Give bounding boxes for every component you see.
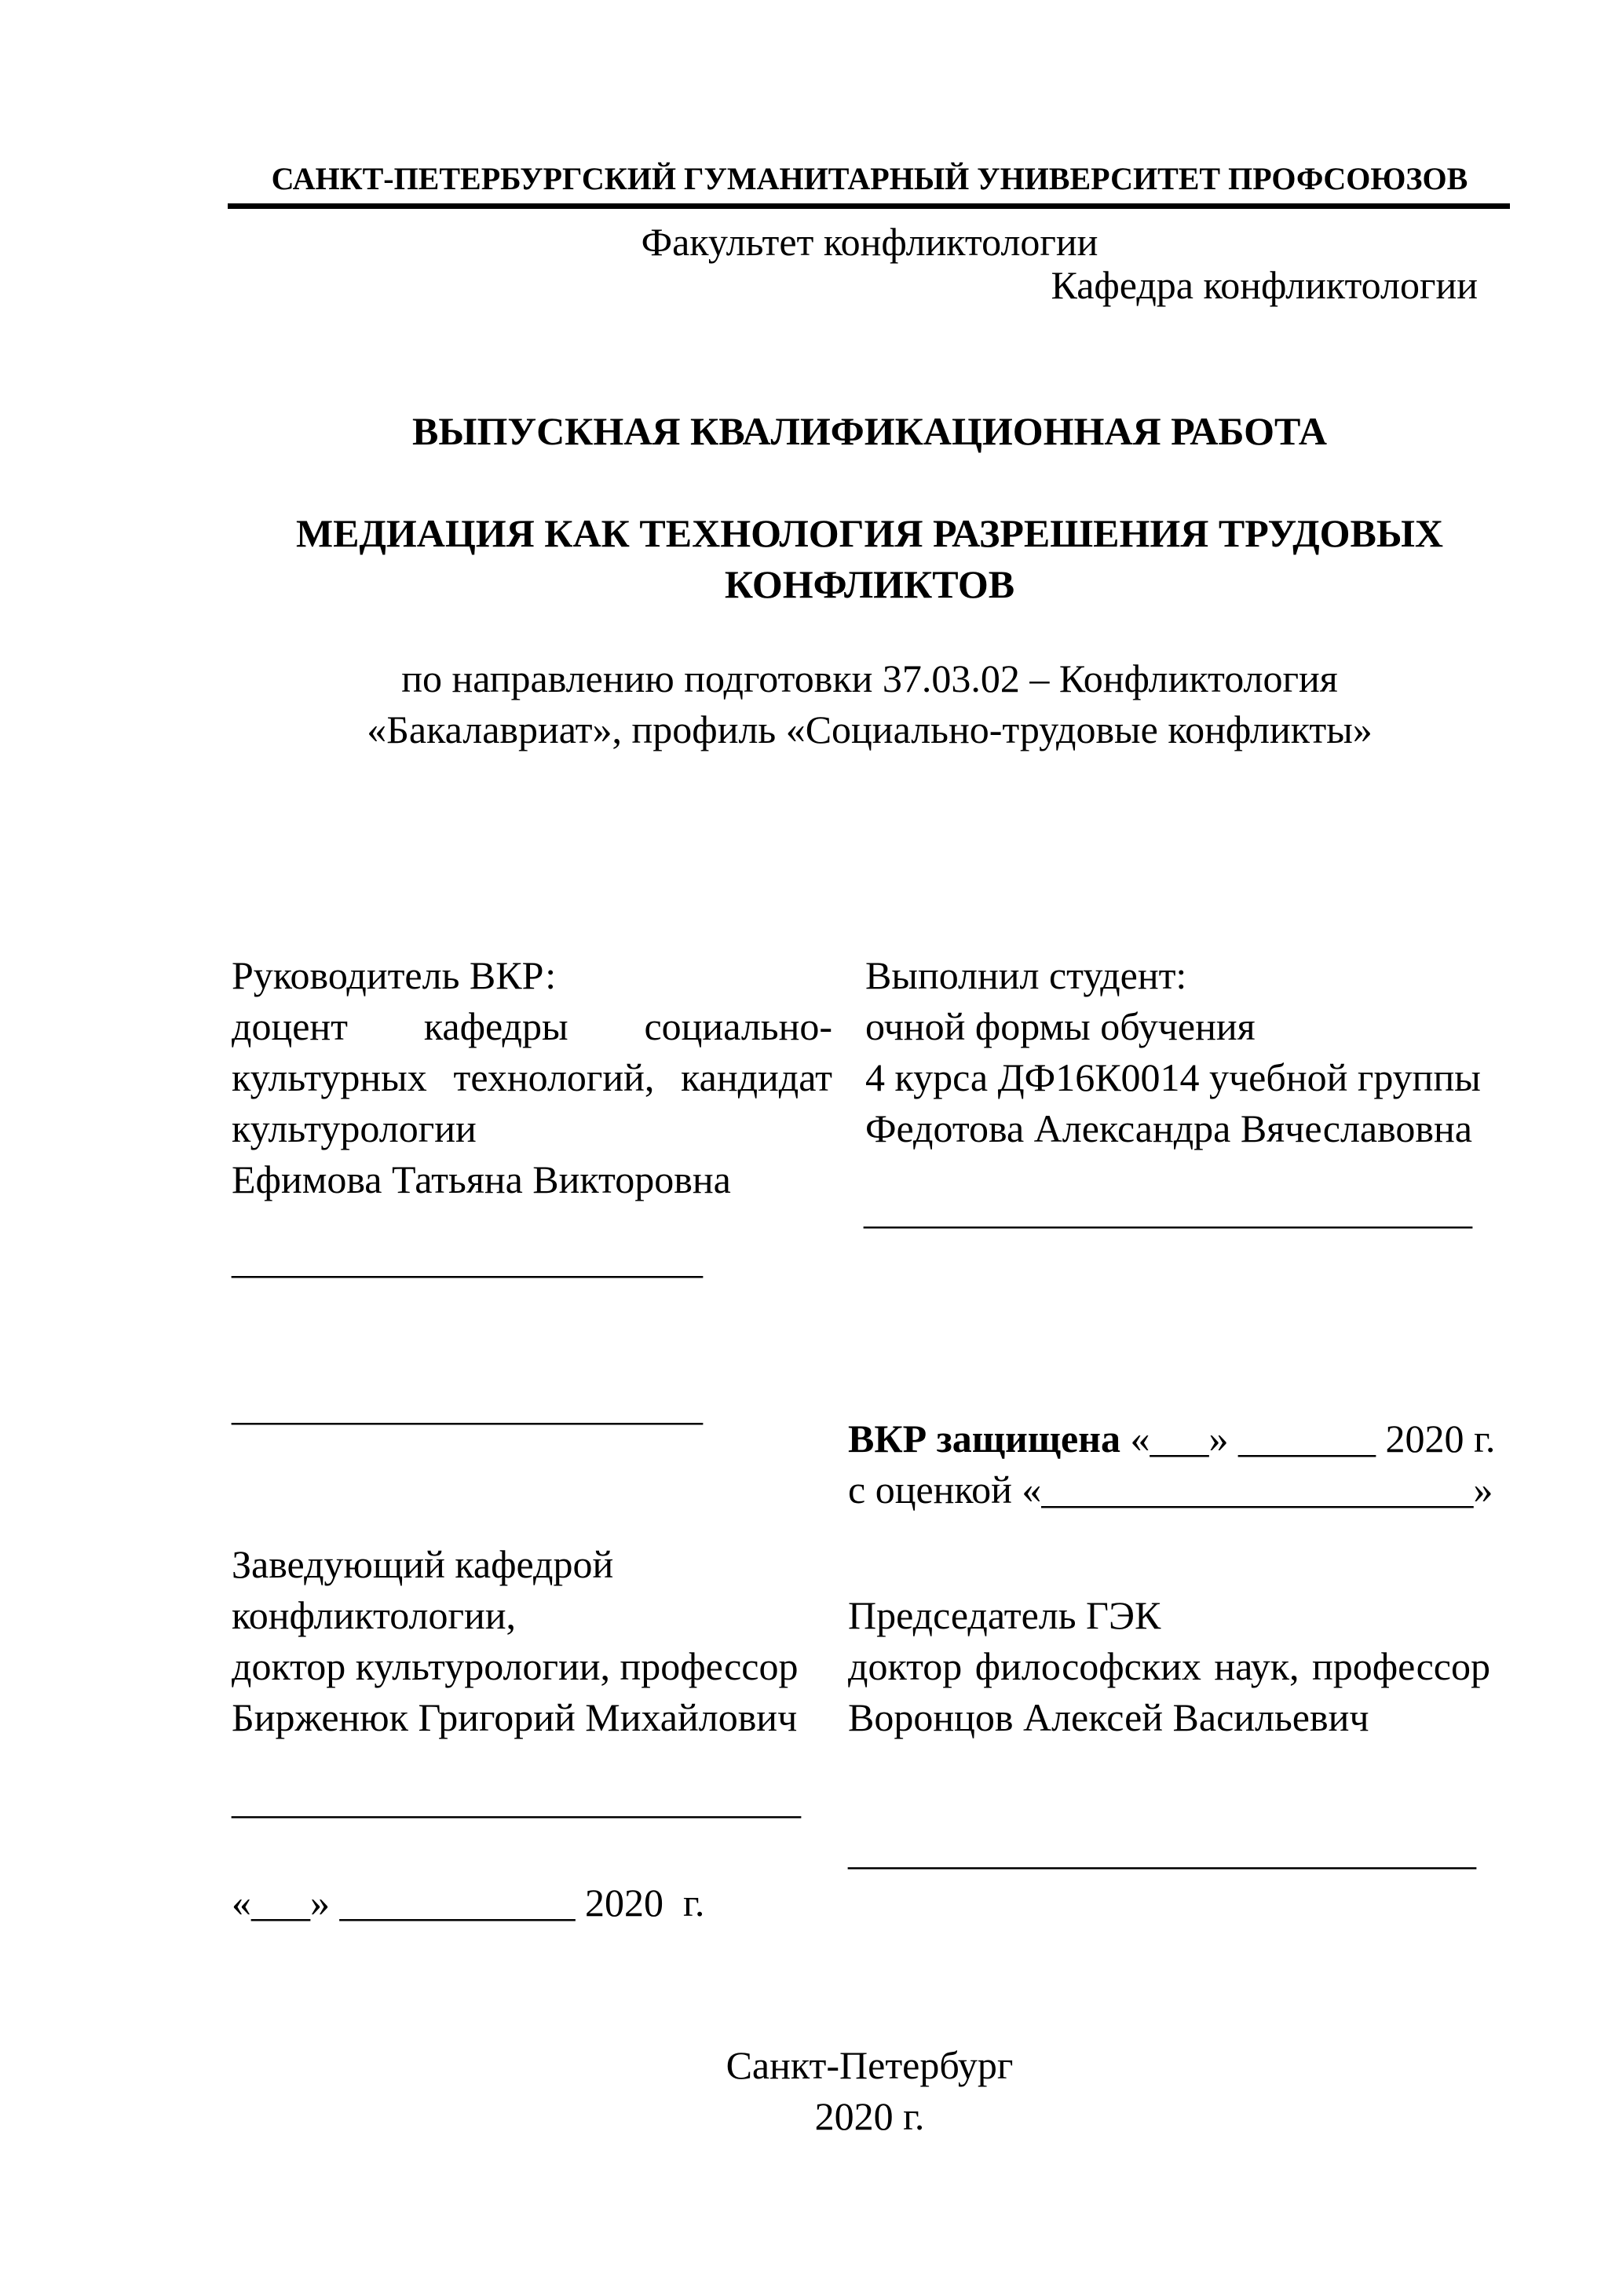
work-type-heading: ВЫПУСКНАЯ КВАЛИФИКАЦИОННАЯ РАБОТА	[412, 409, 1327, 453]
defense-grade-line: с оценкой «______________________»	[848, 1468, 1493, 1512]
department-head-date-line: «___» ____________ 2020 г.	[232, 1881, 705, 1925]
defense-label: ВКР защищена	[848, 1417, 1120, 1461]
supervisor-position-line1: доцент кафедры социально-	[232, 1004, 832, 1048]
defense-date-blank: «___» _______ 2020 г.	[1120, 1417, 1496, 1461]
program-profile: «Бакалавриат», профиль «Социально-трудовые конфликты»	[367, 707, 1373, 751]
supervisor-position-line3: культурологии	[232, 1106, 477, 1150]
department-head-role-line2: конфликтологии,	[232, 1593, 517, 1637]
chairman-signature-line: ________________________________	[848, 1829, 1476, 1873]
student-role-label: Выполнил студент:	[865, 953, 1187, 997]
student-name: Федотова Александра Вячеславовна	[865, 1106, 1472, 1150]
student-course-group: 4 курса ДФ16К0014 учебной группы	[865, 1055, 1481, 1099]
header-divider-rule	[228, 203, 1510, 209]
university-name: САНКТ-ПЕТЕРБУРГСКИЙ ГУМАНИТАРНЫЙ УНИВЕРСИТЕТ ПРОФСОЮЗОВ	[271, 161, 1468, 196]
supervisor-signature-line-2: ________________________	[232, 1384, 703, 1428]
footer-city: Санкт-Петербург	[726, 2043, 1014, 2087]
footer-year: 2020 г.	[814, 2094, 925, 2138]
department-head-signature-line: _____________________________	[232, 1778, 801, 1822]
program-direction: по направлению подготовки 37.03.02 – Конфликтология	[401, 656, 1338, 700]
chairman-role: Председатель ГЭК	[848, 1593, 1161, 1637]
chairman-name: Воронцов Алексей Васильевич	[848, 1695, 1369, 1739]
supervisor-role-label: Руководитель ВКР:	[232, 953, 557, 997]
thesis-subject-line1: МЕДИАЦИЯ КАК ТЕХНОЛОГИЯ РАЗРЕШЕНИЯ ТРУДОВЫХ	[295, 511, 1444, 555]
supervisor-position-line2: культурных технологий, кандидат	[232, 1055, 832, 1099]
student-study-form: очной формы обучения	[865, 1004, 1256, 1048]
student-signature-line: _______________________________	[864, 1188, 1472, 1232]
department-head-degree: доктор культурологии, профессор	[232, 1644, 799, 1688]
department-name: Кафедра конфликтологии	[1051, 263, 1478, 307]
supervisor-signature-line-1: ________________________	[232, 1238, 703, 1281]
department-head-name: Бирженюк Григорий Михайлович	[232, 1695, 798, 1739]
defense-date-line	[848, 1417, 1495, 1461]
chairman-degree: доктор философских наук, профессор	[848, 1644, 1490, 1688]
department-head-role-line1: Заведующий кафедрой	[232, 1542, 614, 1586]
supervisor-name: Ефимова Татьяна Викторовна	[232, 1157, 731, 1201]
thesis-subject-line2: КОНФЛИКТОВ	[724, 562, 1015, 606]
faculty-name: Факультет конфликтологии	[641, 220, 1098, 264]
